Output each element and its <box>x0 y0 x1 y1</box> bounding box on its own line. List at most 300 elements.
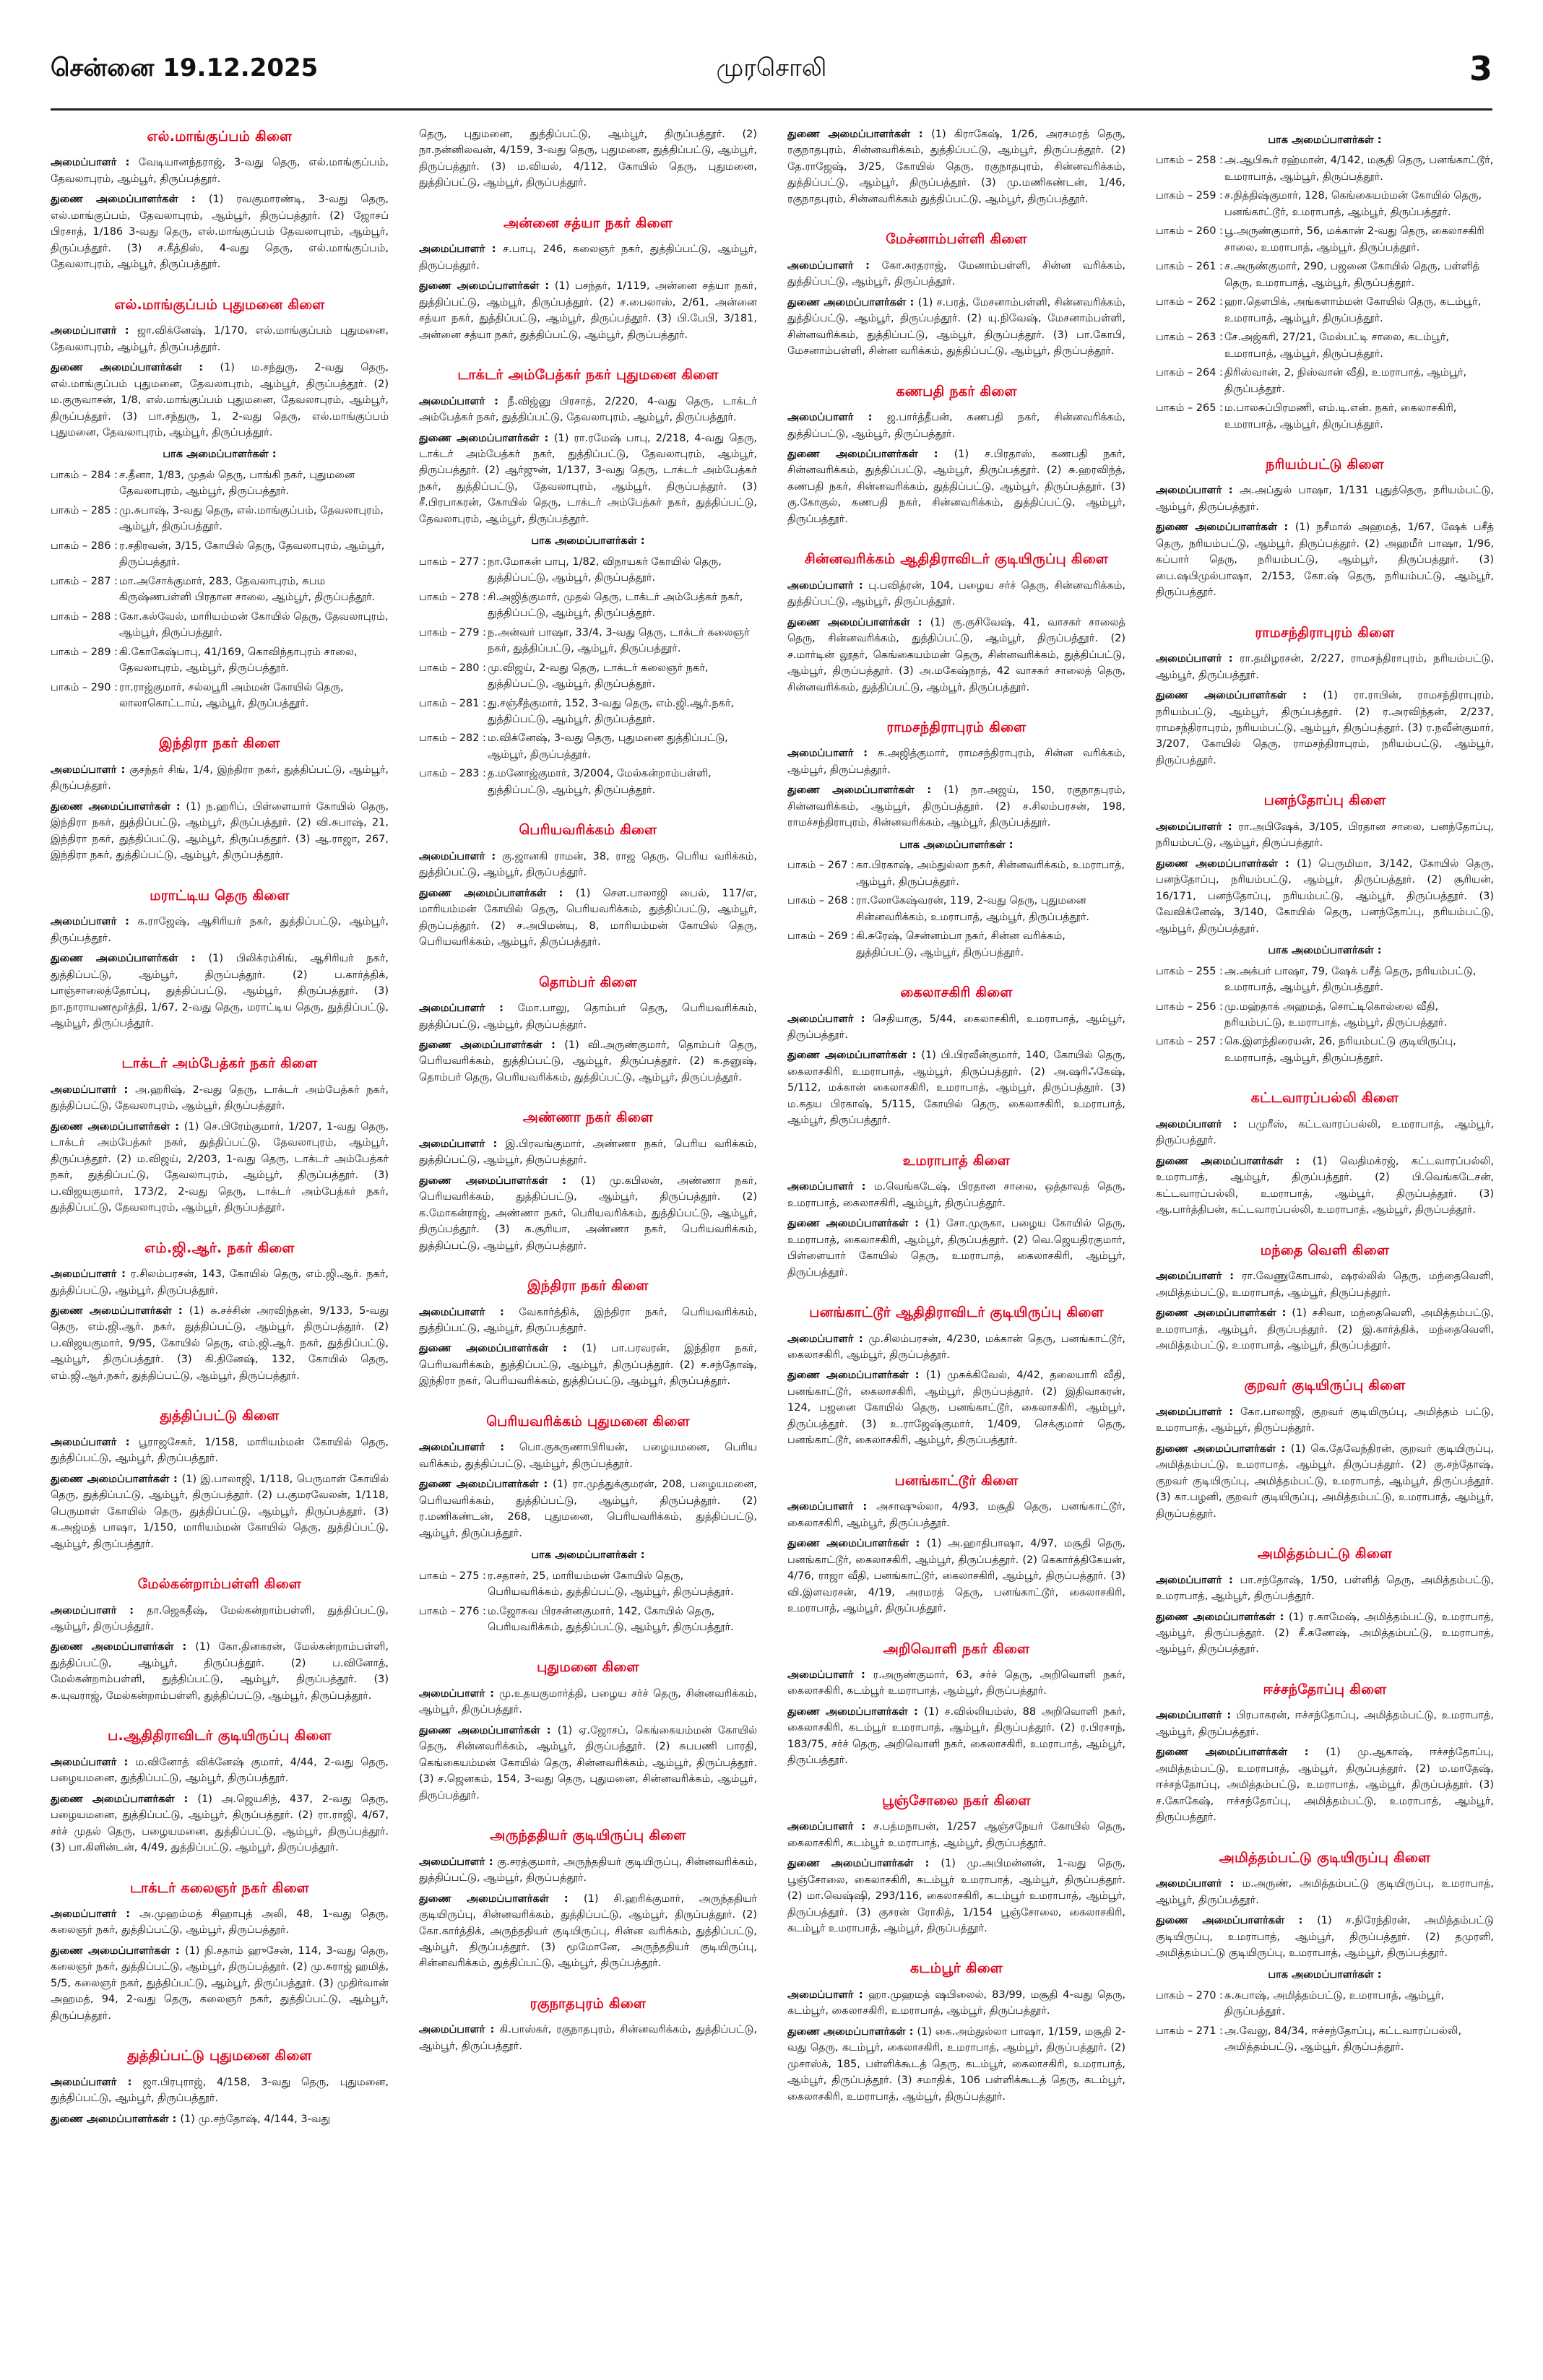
chief-label: அமைப்பாளர் : <box>787 412 887 424</box>
chief-label: அமைப்பாளர் : <box>51 1436 139 1448</box>
deputy-text: (1) சு.சச்சின் அரவிந்தன், 9/133, 5-வது தெரு, எம்.ஜி.ஆர். நகர், துத்திப்பட்டு, ஆம்பூர், திருப்பத்தூர். (2) ப.விஜயகுமார், 9/95, கோயில் தெரு, எம்.ஜி.ஆர். நகர், துத்திப்பட்டு, ஆம்பூர், திருப்பத்தூர். (3) கி.தினேஷ், 132, கோயில் தெரு, எம்.ஜி.ஆர்.நகர், துத்திப்பட்டு, ஆம்பூர், திருப்பத்தூர். <box>51 1305 389 1382</box>
deputy-organisers <box>419 1891 757 1972</box>
deputy-organisers <box>1156 856 1494 937</box>
deputy-text: (1) பெருமிமா, 3/142, கோயில் தெரு, பனந்தோப்பு, நரியம்பட்டு, ஆம்பூர், திருப்பத்தூர். (2) சூரியன், 16/171, பனந்தோப்பு, நரியம்பட்டு, ஆம்பூர், திருப்பத்தூர். (3) வேவிக்னேஷ், 3/140, கோயில் தெரு, பனந்தோப்பு, நரியம்பட்டு, ஆம்பூர், திருப்பத்தூர். <box>1156 857 1494 935</box>
branch-section <box>419 213 757 343</box>
branch-section <box>787 1958 1125 2105</box>
chief-text: மு.சிலம்பரசன், 4/230, மக்கான் தெரு, பனங்காட்டூர், கைலாசகிரி, ஆம்பூர், திருப்பத்தூர். <box>787 1333 1125 1361</box>
deputy-label: துணை அமைப்பாளர்கள் : <box>419 1039 565 1051</box>
branch-section <box>787 126 1125 207</box>
chief-organiser <box>1156 1117 1494 1149</box>
deputy-label: துணை அமைப்பாளர்கள் : <box>1156 1747 1326 1759</box>
deputy-text: (1) கெ.தேவேந்திரன், குறவர் குடியிருப்பு, அமித்தம்பட்டு, உமராபாத், ஆம்பூர், திருப்பத்தூர். (2) கு.சந்தோஷ், குறவர் குடியிருப்பு, அமித்தம்பட்டு, உமராபாத், ஆம்பூர், திருப்பத்தூர். (3) கா.பழனி, குறவர் குடியிருப்பு, அமித்தம்பட்டு, உமராபாத், ஆம்பூர், திருப்பத்தூர். <box>1156 1442 1494 1520</box>
paga-text: ர.சதாசர், 25, மாரியம்மன் கோயில் தெரு, பெரியவரிக்கம், துத்திப்பட்டு, ஆம்பூர், திருப்பத்தூர். <box>488 1570 734 1598</box>
branch-section <box>51 886 389 1032</box>
chief-organiser <box>787 1987 1125 2020</box>
paga-row <box>1156 259 1494 291</box>
deputy-label: துணை அமைப்பாளர்கள் : <box>787 1705 925 1718</box>
branch-section <box>51 1238 389 1385</box>
deputy-label: துணை அமைப்பாளர்கள் : <box>787 1369 926 1382</box>
branch-title: மராட்டிய தெரு கிளை <box>150 887 290 904</box>
deputy-label: துணை அமைப்பாளர்கள் : <box>419 887 576 899</box>
branch-title: தொம்பர் கிளை <box>539 974 637 990</box>
chief-label: அமைப்பாளர் : <box>419 2024 500 2036</box>
paga-row <box>1156 152 1494 185</box>
chief-organiser <box>787 1331 1125 1364</box>
chief-organiser <box>51 155 389 187</box>
paga-row <box>787 893 1125 925</box>
deputy-label: துணை அமைப்பாளர்கள் : <box>51 1473 182 1485</box>
branch-section <box>787 381 1125 528</box>
paga-number: பாகம் – 279 : <box>419 626 486 639</box>
paga-row <box>51 644 389 677</box>
chief-organiser <box>51 323 389 355</box>
branch-title: எல்.மாங்குப்பம் கிளை <box>147 129 293 144</box>
branch-section <box>1156 1848 1494 2056</box>
paga-row <box>787 928 1125 961</box>
paga-text: அ.ஆபிகூர் ரஹ்மான், 4/142, மசூதி தெரு, பனங்காட்டூர், உமராபாத், ஆம்பூர், திருப்பத்தூர். <box>1224 155 1494 183</box>
chief-text: பொ.குகருணாபிரியன், பழையமனை, பெரிய வரிக்கம், துத்திப்பட்டு, ஆம்பூர், திருப்பத்தூர். <box>419 1442 757 1470</box>
chief-organiser <box>51 762 389 795</box>
branch-title: இந்திரா நகர் கிளை <box>159 735 280 752</box>
chief-organiser <box>1156 1268 1494 1301</box>
paga-number: பாகம் – 270 : <box>1156 1989 1223 2002</box>
paga-text: அ.அக்பர் பாஷா, 79, ஷேக் பசீத் தெரு, நரியம்பட்டு, உமராபாத், ஆம்பூர், திருப்பத்தூர். <box>1224 965 1477 994</box>
branch-section <box>787 229 1125 359</box>
branch-section <box>787 1471 1125 1617</box>
deputy-label: துணை அமைப்பாளர்கள் : <box>1156 522 1295 534</box>
chief-text: ஜா.பிரபுராஜ், 4/158, 3-வது தெரு, புதுமனை, துத்திப்பட்டு, ஆம்பூர், திருப்பத்தூர். <box>51 2076 389 2105</box>
chief-text: நீ.விஜ்னு பிரசாத், 2/220, 4-வது தெரு, டாக்டர் அம்பேத்கர் நகர், துத்திப்பட்டு, தேவலாபுரம், ஆம்பூர், திருப்பத்தூர். <box>419 395 757 424</box>
paga-text: ந.அன்வர் பாஷா, 33/4, 3-வது தெரு, டாக்டர் கலைஞர் நகர், துத்திப்பட்டு, ஆம்பூர், திருப்பத்தூர். <box>488 626 750 655</box>
chief-label: அமைப்பாளர் : <box>787 1333 869 1345</box>
branch-section <box>419 972 757 1086</box>
chief-organiser <box>419 1136 757 1169</box>
chief-organiser <box>787 578 1125 610</box>
deputy-organisers <box>1156 519 1494 600</box>
chief-label: அமைப்பாளர் : <box>419 1856 498 1868</box>
deputy-label: துணை அமைப்பாளர்கள் : <box>419 280 555 293</box>
deputy-organisers <box>787 126 1125 207</box>
chief-text: கோ.சுரதராஜ், மேனாம்பள்ளி, சின்ன வரிக்கம், துத்திப்பட்டு, ஆம்பூர், திருப்பத்தூர். <box>787 259 1125 288</box>
chief-text: சு.அஜித்குமார், ராமசந்திராபுரம், சின்ன வரிக்கம், ஆம்பூர், திருப்பத்தூர். <box>787 748 1125 776</box>
paga-text: கா.பிரகாஷ், அம்துல்லா நகர், சின்னவரிக்கம், உமராபாத், ஆம்பூர், திருப்பத்தூர். <box>856 860 1125 888</box>
paga-number: பாகம் – 284 : <box>51 469 118 481</box>
paga-row <box>1156 400 1494 433</box>
chief-label: அமைப்பாளர் : <box>419 1442 519 1454</box>
paga-number: பாகம் – 265 : <box>1156 402 1223 415</box>
deputy-label: துணை அமைப்பாளர்கள் : <box>787 1050 922 1062</box>
deputy-organisers <box>787 1367 1125 1448</box>
chief-text: கி.பாஸ்கர், ரகுநாதபுரம், சின்னவரிக்கம், துத்திப்பட்டு, ஆம்பூர், திருப்பத்தூர். <box>419 2024 757 2052</box>
paga-text: ம.பாலசுப்பிரமணி, எம்.டி.என். நகர், கைலாசகிரி, உமராபாத், ஆம்பூர், திருப்பத்தூர். <box>1224 402 1457 430</box>
branch-title: அருந்ததியர் குடியிருப்பு கிளை <box>490 1827 686 1844</box>
chief-text: மோ.பாலு, தொம்பர் தெரு, பெரியவரிக்கம், துத்திப்பட்டு, ஆம்பூர், திருப்பத்தூர். <box>419 1003 757 1031</box>
chief-label: அமைப்பாளர் : <box>787 1821 873 1833</box>
chief-text: தா.ஜெகதீஷ், மேல்கன்றாம்பள்ளி, துத்திப்பட்டு, ஆம்பூர், திருப்பத்தூர். <box>51 1604 389 1632</box>
deputy-organisers <box>787 446 1125 527</box>
branch-section <box>51 1406 389 1552</box>
chief-label: அமைப்பாளர் : <box>419 1003 518 1015</box>
chief-organiser <box>419 1000 757 1033</box>
chief-text: இ.பிரவங்குமார், அண்ணா நகர், பெரிய வரிக்கம், துத்திப்பட்டு, ஆம்பூர், திருப்பத்தூர். <box>419 1138 757 1167</box>
branch-title: ப.ஆதிதிராவிடர் குடியிருப்பு கிளை <box>108 1728 332 1744</box>
deputy-text: (1) பசந்தர், 1/119, அன்னை சத்யா நகர், துத்திப்பட்டு, ஆம்பூர், திருப்பத்தூர். (2) ச.பைலாஸ், 2/61, அன்னை சத்யா நகர், துத்திப்பட்டு, ஆம்பூர், திருப்பத்தூர். (3) பி.பேபி, 3/181, அன்னை சத்யா நகர், துத்திப்பட்டு, ஆம்பூர், திருப்பத்தூர். <box>419 280 757 341</box>
paga-number: பாகம் – 255 : <box>1156 965 1223 977</box>
branch-title: பனங்காட்டூர் கிளை <box>894 1472 1019 1489</box>
branch-section <box>51 295 389 712</box>
chief-organiser <box>419 1854 757 1887</box>
chief-label: அமைப்பாளர் : <box>51 1604 147 1617</box>
paga-row <box>51 574 389 606</box>
paga-number: பாகம் – 259 : <box>1156 190 1223 202</box>
deputy-text: (1) கு.குசிவேஷ், 41, வாசகர் சாலைத் தெரு, சின்னவரிக்கம், துத்திப்பட்டு, ஆம்பூர், திருப்பத்தூர். (2) ச.மார்டின் லூதர், கெங்கையம்மன் தெரு, சின்னவரிக்கம், துத்திப்பட்டு, ஆம்பூர், திருப்பத்தூர். (3) அ.மகேஷ்நாத், 42 வாசகர் சாலைத் தெரு, சின்னவரிக்கம், துத்திப்பட்டு, ஆம்பூர், திருப்பத்தூர். <box>787 616 1125 693</box>
chief-text: ச.பாபு, 246, கலைஞர் நகர், துத்திப்பட்டு, ஆம்பூர், திருப்பத்தூர். <box>419 243 757 272</box>
chief-text: கு.சரத்குமார், அருந்ததியர் குடியிருப்பு, சின்னவரிக்கம், துத்திப்பட்டு, ஆம்பூர், திருப்பத்தூர். <box>419 1856 757 1884</box>
chief-label: அமைப்பாளர் : <box>419 395 508 407</box>
deputy-text: (1) ச.நிரேந்திரன், அமித்தம்பட்டு குடியிருப்பு, உமராபாத், ஆம்பூர், திருப்பத்தூர். (2) தமுரளி, அமித்தம்பட்டு குடியிருப்பு, உமராபாத், ஆம்பூர், திருப்பத்தூர். <box>1156 1915 1494 1959</box>
paga-number: பாகம் – 260 : <box>1156 225 1223 238</box>
chief-text: ரா.அபிஷேக், 3/105, பிரதான சாலை, பனந்தோப்பு, நரியம்பட்டு, ஆம்பூர், திருப்பத்தூர். <box>1156 821 1494 849</box>
deputy-label: துணை அமைப்பாளர்கள் : <box>419 1479 553 1491</box>
paga-text: த.மனோஜ்குமார், 3/2004, மேல்கன்றாம்பள்ளி, துத்திப்பட்டு, ஆம்பூர், திருப்பத்தூர். <box>488 768 712 796</box>
paga-text: ஹா.தௌபிக், அங்களாம்மன் கோயில் தெரு, கடம்பூர், உமராபாத், ஆம்பூர், திருப்பத்தூர். <box>1224 296 1482 324</box>
chief-text: ஹா.முஹமத் ஷபிலைல், 83/99, மசூதி 4-வது தெரு, கடம்பூர், கைலாசகிரி, உமராபாத், ஆம்பூர், திருப்பத்தூர். <box>787 1989 1125 2017</box>
deputy-label: துணை அமைப்பாளர்கள் : <box>51 362 220 374</box>
paga-text: ச.தீனா, 1/83, முதல் தெரு, பாங்கி நகர், புதுமனை தேவலாபுரம், ஆம்பூர், திருப்பத்தூர். <box>119 469 355 498</box>
branch-section <box>1156 1679 1494 1826</box>
paga-text: ம.ஜோசுவ பிரசன்னகுமார், 142, கோயில் தெரு, பெரியவரிக்கம், துத்திப்பட்டு, ஆம்பூர், திருப்பத்தூர். <box>488 1605 734 1633</box>
deputy-label: துணை அமைப்பாளர்கள் : <box>419 1174 581 1187</box>
branch-title: மந்தை வெளி கிளை <box>1260 1242 1390 1258</box>
chief-text: ம.அருண், அமித்தம்பட்டு குடியிருப்பு, உமராபாத், ஆம்பூர், திருப்பத்தூர். <box>1156 1878 1494 1906</box>
branch-section <box>51 126 389 273</box>
paga-row <box>1156 2023 1494 2056</box>
chief-label: அமைப்பாளர் : <box>1156 1271 1242 1283</box>
branch-title: பனந்தோப்பு கிளை <box>1263 792 1386 809</box>
branch-section <box>419 1657 757 1804</box>
paga-number: பாகம் – 281 : <box>419 697 486 709</box>
branch-title: கணபதி நகர் கிளை <box>896 383 1017 399</box>
deputy-label: துணை அமைப்பாளர்கள் : <box>419 432 554 444</box>
deputy-organisers <box>51 1791 389 1856</box>
chief-organiser <box>787 410 1125 442</box>
deputy-label: துணை அமைப்பாளர்கள் : <box>787 616 930 628</box>
deputy-organisers <box>419 1173 757 1254</box>
deputy-organisers <box>1156 1609 1494 1658</box>
deputy-label: துணை அமைப்பாளர்கள் : <box>51 1120 184 1133</box>
paga-text: மு.சுபாஷ், 3-வது தெரு, எல்.மாங்குப்பம், தேவலாபுரம், ஆம்பூர், திருப்பத்தூர். <box>119 504 384 533</box>
chief-text: ம.வினோத் விக்னேஷ் குமார், 4/44, 2-வது தெரு, பழையமனை, துத்திப்பட்டு, ஆம்பூர், திருப்பத்தூர். <box>51 1756 389 1785</box>
branch-section <box>51 1574 389 1704</box>
paga-heading: பாக அமைப்பாளர்கள் : <box>163 449 277 461</box>
paga-text: சி.அஜித்குமார், முதல் தெரு, டாக்டர் அம்பேத்கர் நகர், துத்திப்பட்டு, ஆம்பூர், திருப்பத்தூர். <box>488 591 743 620</box>
paga-row <box>787 857 1125 890</box>
paga-row <box>419 1604 757 1636</box>
deputy-organisers <box>787 615 1125 696</box>
deputy-organisers <box>419 1476 757 1541</box>
deputy-text: (1) ரா.ராபின், ராமசந்திராபுரம், நரியம்பட்டு, ஆம்பூர், திருப்பத்தூர். (2) ர.அரவிந்தன், 2/237, ராமசந்திராபுரம், நரியம்பட்டு, ஆம்பூர், திருப்பத்தூர். (3) ர.நவீன்குமார், 3/207, கோயில் தெரு, ராமசந்திராபுரம், நரியம்பட்டு, ஆம்பூர், திருப்பத்தூர். <box>1156 690 1494 766</box>
chief-label: அமைப்பாளர் : <box>51 763 130 776</box>
deputy-text: (1) சசிவா, மந்தைவெளி, அமித்தம்பட்டு, உமராபாத், ஆம்பூர், திருப்பத்தூர். (2) இ.கார்த்திக், மந்தைவெளி, அமித்தம்பட்டு, உமராபாத், ஆம்பூர், திருப்பத்தூர். <box>1156 1307 1494 1351</box>
deputy-organisers <box>51 1943 389 2024</box>
paga-row <box>1156 999 1494 1031</box>
chief-text: க.ராஜேஷ், ஆசிரியர் நகர், துத்திப்பட்டு, ஆம்பூர், திருப்பத்தூர். <box>51 916 389 944</box>
paga-text: திரிஸ்வான், 2, நிஸ்வான் வீதி, உமராபாத், ஆம்பூர், திருப்பத்தூர். <box>1224 367 1467 395</box>
chief-label: அமைப்பாளர் : <box>787 579 869 592</box>
chief-text: ர.சிலம்பரசன், 143, கோயில் தெரு, எம்.ஜி.ஆர். நகர், துத்திப்பட்டு, ஆம்பூர், திருப்பத்தூர். <box>51 1268 389 1297</box>
deputy-organisers <box>51 1303 389 1384</box>
paga-row <box>1156 1034 1494 1066</box>
branch-section <box>1156 454 1494 601</box>
deputy-organisers <box>787 1856 1125 1937</box>
branch-section <box>51 1726 389 1856</box>
paga-row <box>51 680 389 712</box>
deputy-organisers <box>51 1639 389 1704</box>
deputy-text: (1) ந.ஹரிப், பிள்ளையார் கோயில் தெரு, இந்திரா நகர், துத்திப்பட்டு, ஆம்பூர், திருப்பத்தூர். (2) வி.சுபாஷ், 21, இந்திரா நகர், துத்திப்பட்டு, ஆம்பூர், திருப்பத்தூர். (3) ஆ.ராஜா, 267, இந்திரா நகர், துத்திப்பட்டு, ஆம்பூர், திருப்பத்தூர். <box>51 800 389 862</box>
deputy-text: (1) ரா.ரமேஷ் பாபு, 2/218, 4-வது தெரு, டாக்டர் அம்பேத்கர் நகர், துத்திப்பட்டு, தேவலாபுரம், ஆம்பூர், திருப்பத்தூர். (2) ஆர்ஜுன், 1/137, 3-வது தெரு, டாக்டர் அம்பேத்கர் நகர், துத்திப்பட்டு, தேவலாபுரம், ஆம்பூர், திருப்பத்தூர். (3) சீ.பிரபாகரன், கோயில் தெரு, டாக்டர் அம்பேத்கர் நகர், துத்திப்பட்டு, தேவலாபுரம், ஆம்பூர், திருப்பத்தூர். <box>419 432 757 525</box>
deputy-label: துணை அமைப்பாளர்கள் : <box>51 800 186 813</box>
deputy-label: துணை அமைப்பாளர்கள் : <box>1156 1611 1289 1623</box>
paga-text: சே.அஜ்கரி, 27/21, மேல்பட்டி சாலை, கடம்பூர், உமராபாத், ஆம்பூர், திருப்பத்தூர். <box>1224 332 1450 360</box>
branch-title: துத்திப்பட்டு கிளை <box>160 1408 280 1424</box>
paga-text: அ.வேலு, 84/34, ஈச்சந்தோப்பு, கட்டவாரப்பல்லி, அமித்தம்பட்டு, ஆம்பூர், திருப்பத்தூர். <box>1224 2025 1462 2054</box>
deputy-text: (1) முசுக்கிவேல், 4/42, தலையாரி வீதி, பனங்காட்டூர், கைலாசகிரி, ஆம்பூர், திருப்பத்தூர். (2) இதிவாகரன், 124, பஜனை கோயில் தெரு, பனங்காட்டூர், கைலாசகிரி, ஆம்பூர், திருப்பத்தூர். (3) உ.ராஜேஷ்குமார், 1/409, செக்குமார் தெரு, பனங்காட்டூர், கைலாசகிரி, ஆம்பூர், திருப்பத்தூர். <box>787 1369 1125 1447</box>
chief-text: பு.பவித்ரன், 104, பழைய சர்ச் தெரு, சின்னவரிக்கம், துத்திப்பட்டு, ஆம்பூர், திருப்பத்தூர். <box>787 579 1125 608</box>
chief-text: பிரபாகரன், ஈச்சந்தோப்பு, அமித்தம்பட்டு, உமராபாத், ஆம்பூர், திருப்பத்தூர். <box>1156 1710 1494 1738</box>
paga-number: பாகம் – 275 : <box>419 1570 486 1582</box>
paga-text: கி.கோகேஷ்பாபு, 41/169, கொவிந்தாபுரம் சாலை, தேவலாபுரம், ஆம்பூர், திருப்பத்தூர். <box>119 646 358 675</box>
deputy-text: (1) பிலிக்ரம்சிங், ஆசிரியர் நகர், துத்திப்பட்டு, ஆம்பூர், திருப்பத்தூர். (2) ப.கார்த்திக், பாஞ்சாலைத்தோப்பு, துத்திப்பட்டு, ஆம்பூர், திருப்பத்தூர். (3) நா.நாராயணமூர்த்தி, 1/67, 2-வது தெரு, மராட்டிய தெரு, துத்திப்பட்டு, ஆம்பூர், திருப்பத்தூர். <box>51 953 389 1029</box>
chief-organiser <box>51 1435 389 1467</box>
chief-text: வேகார்த்திக், இந்திரா நகர், பெரியவரிக்கம், துத்திப்பட்டு, ஆம்பூர், திருப்பத்தூர். <box>419 1306 757 1334</box>
deputy-text: (1) மு.கபிலன், அண்ணா நகர், பெரியவரிக்கம், துத்திப்பட்டு, ஆம்பூர், திருப்பத்தூர். (2) க.மோகன்ராஜ், அண்ணா நகர், பெரியவரிக்கம், துத்திப்பட்டு, ஆம்பூர், திருப்பத்தூர். (3) க.சூரியா, அண்ணா நகர், பெரியவரிக்கம், துத்திப்பட்டு, ஆம்பூர், திருப்பத்தூர். <box>419 1174 757 1252</box>
paga-text: சு.சுபாஷ், அமித்தம்பட்டு, உமராபாத், ஆம்பூர், திருப்பத்தூர். <box>1224 1989 1445 2018</box>
deputy-organisers <box>419 278 757 343</box>
deputy-organisers <box>787 1704 1125 1769</box>
branch-section <box>51 1878 389 2025</box>
deputy-text: (1) சௌ.பாலாஜி பைல், 117/எ, மாரியம்மன் கோயில் தெரு, பெரியவரிக்கம், துத்திப்பட்டு, ஆம்பூர், திருப்பத்தூர். (2) ச.அபிமன்யு, 8, மாரியம்மன் கோயில் தெரு, பெரியவரிக்கம், ஆம்பூர், திருப்பத்தூர். <box>419 887 757 948</box>
deputy-label: துணை அமைப்பாளர்கள் : <box>787 1538 927 1550</box>
deputy-text: (1) ரா.முத்துக்குமரன், 208, பழையமனை, பெரியவரிக்கம், துத்திப்பட்டு, ஆம்பூர், திருப்பத்தூர். (2) ர.மணிகண்டன், 268, புதுமனை, பெரியவரிக்கம், துத்திப்பட்டு, ஆம்பூர், திருப்பத்தூர். <box>419 1479 757 1539</box>
chief-text: ஜ.பார்த்தீபன், கணபதி நகர், சின்னவரிக்கம், துத்திப்பட்டு, ஆம்பூர், திருப்பத்தூர். <box>787 412 1125 440</box>
branch-title: குறவர் குடியிருப்பு கிளை <box>1244 1377 1406 1394</box>
branch-title: ராமசந்திராபுரம் கிளை <box>1255 624 1395 641</box>
chief-label: அமைப்பாளர் : <box>51 157 139 169</box>
paga-number: பாகம் – 267 : <box>787 860 855 872</box>
chief-text: பா.சந்தோஷ், 1/50, பள்ளித் தெரு, அமித்தம்பட்டு, உமராபாத், ஆம்பூர், திருப்பத்தூர். <box>1156 1574 1494 1603</box>
chief-label: அமைப்பாளர் : <box>1156 1710 1237 1722</box>
branch-section <box>51 1053 389 1216</box>
chief-organiser <box>1156 651 1494 683</box>
paga-row <box>51 503 389 535</box>
paga-number: பாகம் – 283 : <box>419 768 486 780</box>
branch-section <box>787 1302 1125 1449</box>
branch-title: ஈச்சந்தோப்பு கிளை <box>1263 1681 1387 1697</box>
chief-organiser <box>419 1686 757 1718</box>
chief-organiser <box>51 1082 389 1115</box>
branch-section <box>787 982 1125 1129</box>
paga-row <box>51 538 389 571</box>
branch-title: அமித்தம்பட்டு கிளை <box>1257 1546 1393 1562</box>
column-3 <box>787 126 1125 2362</box>
branch-title: டாக்டர் அம்பேத்கர் நகர் புதுமனை கிளை <box>457 367 719 384</box>
chief-text: வேடியானந்தராஜ், 3-வது தெரு, எல்.மாங்குப்பம், தேவலாபுரம், ஆம்பூர், திருப்பத்தூர். <box>51 157 389 185</box>
deputy-organisers <box>1156 688 1494 769</box>
deputy-label: துணை அமைப்பாளர்கள் : <box>787 448 954 460</box>
deputy-text: தெரு, புதுமனை, துத்திப்பட்டு, ஆம்பூர், திருப்பத்தூர். (2) நா.நன்னிலவன், 4/159, 3-வது தெரு, புதுமனை, துத்திப்பட்டு, ஆம்பூர், திருப்பத்தூர். (3) ம.வியல், 4/112, கோயில் தெரு, புதுமனை, துத்திப்பட்டு, ஆம்பூர், திருப்பத்தூர். <box>419 129 757 189</box>
branch-section <box>1156 1375 1494 1522</box>
chief-organiser <box>1156 819 1494 852</box>
chief-label: அமைப்பாளர் : <box>51 2076 143 2088</box>
deputy-text: (1) மு.சந்தோஷ், 4/144, 3-வது <box>180 2113 331 2125</box>
newspaper-name: முரசொலி <box>716 53 827 82</box>
branch-section <box>419 1276 757 1390</box>
paga-text: ரா.லோகேஷ்வரன், 119, 2-வது தெரு, புதுமனை சின்னவரிக்கம், உமராபாத், ஆம்பூர், திருப்பத்தூர். <box>856 895 1090 923</box>
deputy-label: துணை அமைப்பாளர்கள் : <box>787 129 932 140</box>
deputy-text: (1) மு.ஆகாஷ், ஈச்சந்தோப்பு, அமித்தம்பட்டு, உமராபாத், ஆம்பூர், திருப்பத்தூர். (2) ம.மாதேஷ், ஈச்சந்தோப்பு, அமித்தம்பட்டு, உமராபாத், ஆம்பூர், திருப்பத்தூர். (3) ச.கோகேஷ், ஈச்சந்தோப்பு, அமித்தம்பட்டு, உமராபாத், ஆம்பூர், திருப்பத்தூர். <box>1156 1747 1494 1824</box>
paga-row <box>419 625 757 657</box>
branch-title: சின்னவரிக்கம் ஆதிதிராவிடர் குடியிருப்பு கிளை <box>804 551 1109 568</box>
deputy-label: துணை அமைப்பாளர்கள் : <box>1156 690 1323 702</box>
branch-title: பனங்காட்டூர் ஆதிதிராவிடர் குடியிருப்பு கிளை <box>809 1304 1104 1321</box>
branch-section <box>51 733 389 863</box>
branch-title: பூஞ்சோலை நகர் கிளை <box>882 1792 1031 1809</box>
chief-text: கு.ஜானகி ராமன், 38, ராஜ தெரு, பெரிய வரிக்கம், துத்திப்பட்டு, ஆம்பூர், திருப்பத்தூர். <box>419 850 757 879</box>
deputy-label: துணை அமைப்பாளர்கள் : <box>787 296 918 308</box>
chief-text: ஜா.விக்னேஷ், 1/170, எல்.மாங்குப்பம் புதுமனை, தேவலாபுரம், ஆம்பூர், திருப்பத்தூர். <box>51 325 389 353</box>
paga-number: பாகம் – 289 : <box>51 646 118 658</box>
paga-row <box>419 766 757 798</box>
paga-text: மா.அசோக்குமார், 283, தேவலாபுரம், சுபம கிருஷ்ணபள்ளி பிரதான சாலை, ஆம்பூர், திருப்பத்தூர். <box>119 575 376 604</box>
masthead <box>51 51 1492 94</box>
chief-label: அமைப்பாளர் : <box>787 1013 873 1025</box>
deputy-organisers <box>1156 1154 1494 1219</box>
paga-text: நா.மோகன் பாபு, 1/82, விநாயகர் கோயில் தெரு, துத்திப்பட்டு, ஆம்பூர், திருப்பத்தூர். <box>488 555 722 584</box>
column-1 <box>51 126 389 2362</box>
paga-row <box>1156 329 1494 362</box>
deputy-text: (1) ஏ.ஜோசப், கெங்கையம்மன் கோயில் தெரு, சின்னவரிக்கம், ஆம்பூர், திருப்பத்தூர். (2) சுபபணி பாரதி, கெங்கையம்மன் கோயில் தெரு, சின்னவரிக்கம், ஆம்பூர், திருப்பத்தூர். (3) ச.ஜெனகம், 154, 3-வது தெரு, புதுமனை, சின்னவரிக்கம், ஆம்பூர், திருப்பத்தூர். <box>419 1724 757 1801</box>
paga-number: பாகம் – 276 : <box>419 1605 486 1617</box>
chief-text: செதியாகு, 5/44, கைலாசகிரி, உமராபாத், ஆம்பூர், திருப்பத்தூர். <box>787 1013 1125 1041</box>
chief-label: அமைப்பாளர் : <box>1156 821 1239 833</box>
branch-title: அன்னை சத்யா நகர் கிளை <box>503 215 673 231</box>
deputy-organisers <box>51 1119 389 1216</box>
deputy-text: (1) வி.அருண்குமார், தொம்பர் தெரு, பெரியவரிக்கம், துத்திப்பட்டு, ஆம்பூர், திருப்பத்தூர். (2) க.தனுஷ், தொம்பர் தெரு, பெரியவரிக்கம், துத்திப்பட்டு, ஆம்பூர், திருப்பத்தூர். <box>419 1039 757 1083</box>
deputy-organisers <box>787 1216 1125 1281</box>
chief-organiser <box>51 914 389 946</box>
paga-row <box>1156 365 1494 397</box>
paga-row <box>419 696 757 728</box>
chief-label: அமைப்பாளர் : <box>51 1908 139 1920</box>
branch-section <box>1156 790 1494 1066</box>
deputy-label: துணை அமைப்பாளர்கள் : <box>1156 1307 1292 1320</box>
branch-title: ரகுநாதபுரம் கிளை <box>530 1995 647 2012</box>
paga-heading: பாக அமைப்பாளர்கள் : <box>1268 945 1382 957</box>
deputy-label: துணை அமைப்பாளர்கள் : <box>419 1892 584 1905</box>
deputy-label: துணை அமைப்பாளர்கள் : <box>787 1858 941 1870</box>
deputy-label: துணை அமைப்பாளர்கள் : <box>51 1944 185 1957</box>
paga-row <box>1156 294 1494 326</box>
paga-text: பூ.அருண்குமார், 56, மக்கான் 2-வது தெரு, கைலாசகிரி சாலை, உமராபாத், ஆம்பூர், திருப்பத்தூர். <box>1224 225 1484 254</box>
branch-section <box>419 1411 757 1636</box>
paga-heading: பாக அமைப்பாளர்கள் : <box>531 535 645 548</box>
deputy-label: துணை அமைப்பாளர்கள் : <box>1156 1442 1291 1455</box>
chief-text: அ.ஹரிஷ், 2-வது தெரு, டாக்டர் அம்பேத்கர் நகர், துத்திப்பட்டு, தேவலாபுரம், ஆம்பூர், திருப்பத்தூர். <box>51 1083 389 1112</box>
branch-title: கைலாசகிரி கிளை <box>900 985 1013 1001</box>
deputy-label: துணை அமைப்பாளர்கள் : <box>419 1343 582 1355</box>
paga-row <box>51 467 389 500</box>
deputy-label: துணை அமைப்பாளர்கள் : <box>1156 1915 1318 1927</box>
deputy-text: (1) ம.சந்துரு, 2-வது தெரு, எல்.மாங்குப்பம் புதுமனை, தேவலாபுரம், ஆம்பூர், திருப்பத்தூர். (2) ம.குருவாசன், 1/8, எல்.மாங்குப்பம் புதுமனை, தேவலாபுரம், ஆம்பூர், திருப்பத்தூர். (3) பா.சந்துரு, 1, 2-வது தெரு, எல்.மாங்குப்பம் புதுமனை, தேவலாபுரம், ஆம்பூர், திருப்பத்தூர். <box>51 362 389 438</box>
paga-row <box>419 730 757 763</box>
chief-text: அ.அப்துல் பாஷா, 1/131 புதுத்தெரு, நரியம்பட்டு, ஆம்பூர், திருப்பத்தூர். <box>1156 485 1494 513</box>
chief-text: மு.உதயகுமார்த்தி, பழைய சர்ச் தெரு, சின்னவரிக்கம், ஆம்பூர், திருப்பத்தூர். <box>419 1687 757 1716</box>
paga-number: பாகம் – 269 : <box>787 930 855 943</box>
paga-number: பாகம் – 263 : <box>1156 332 1223 344</box>
branch-title: பெரியவரிக்கம் கிளை <box>519 822 657 839</box>
branch-title: கடம்பூர் கிளை <box>909 1960 1003 1977</box>
chief-organiser <box>787 1667 1125 1700</box>
deputy-text: (1) செ.பிரேம்குமார், 1/207, 1-வது தெரு, டாக்டர் அம்பேத்கர் நகர், துத்திப்பட்டு, தேவலாபுரம், ஆம்பூர், திருப்பத்தூர். (2) ம.விஜய், 2/203, 1-வது தெரு, டாக்டர் அம்பேத்கர் நகர், துத்திப்பட்டு, தேவலாபுரம், ஆம்பூர், திருப்பத்தூர். (3) ப.விஜயகுமார், 173/2, 2-வது தெரு, டாக்டர் அம்பேத்கர் நகர், துத்திப்பட்டு, தேவலாபுரம், ஆம்பூர், திருப்பத்தூர். <box>51 1120 389 1214</box>
branch-section <box>1156 623 1494 769</box>
paga-text: கோ.கல்வேல், மாரியம்மன் கோயில் தெரு, தேவலாபுரம், ஆம்பூர், திருப்பத்தூர். <box>119 610 389 639</box>
chief-organiser <box>1156 1708 1494 1740</box>
paga-heading: பாக அமைப்பாளர்கள் : <box>1268 1969 1382 1981</box>
deputy-label: துணை அமைப்பாளர்கள் : <box>51 194 209 206</box>
deputy-organisers <box>419 1341 757 1389</box>
paga-row <box>419 589 757 622</box>
chief-label: அமைப்பாளர் : <box>1156 1118 1248 1130</box>
deputy-organisers <box>419 1723 757 1804</box>
deputy-organisers <box>51 1471 389 1552</box>
chief-label: அமைப்பாளர் : <box>787 1989 869 2001</box>
chief-organiser <box>51 2074 389 2107</box>
chief-text: ரா.வேணுகோபால், ஷரல்லில் தெரு, மந்தைவெளி, அமித்தம்பட்டு, உமராபாத், ஆம்பூர், திருப்பத்தூர். <box>1156 1271 1494 1299</box>
chief-text: குசந்தர் சிங், 1/4, இந்திரா நகர், துத்திப்பட்டு, ஆம்பூர், திருப்பத்தூர். <box>51 763 389 792</box>
deputy-organisers <box>1156 1441 1494 1522</box>
deputy-organisers <box>51 360 389 441</box>
paga-row <box>1156 188 1494 220</box>
branch-title: எம்.ஜி.ஆர். நகர் கிளை <box>144 1239 295 1256</box>
paga-number: பாகம் – 280 : <box>419 662 486 674</box>
paga-row <box>1156 223 1494 256</box>
chief-organiser <box>787 1179 1125 1211</box>
deputy-organisers <box>51 2111 389 2127</box>
chief-text: அ.முஹம்மத் சிஹாபுத் அலி, 48, 1-வது தெரு, கலைஞர் நகர், துத்திப்பட்டு, ஆம்பூர், திருப்பத்தூர். <box>51 1908 389 1937</box>
branch-title: கட்டவாரப்பல்லி கிளை <box>1250 1090 1399 1107</box>
paga-number: பாகம் – 258 : <box>1156 155 1223 167</box>
deputy-text: (1) கிராகேஷ், 1/26, அரசமரத் தெரு, ரகுநாதபுரம், சின்னவரிக்கம், துத்திப்பட்டு, ஆம்பூர், திருப்பத்தூர். (2) தே.ராஜேஷ், 3/25, கோயில் தெரு, ரகுநாதபுரம், சின்னவரிக்கம், துத்திப்பட்டு, ஆம்பூர், திருப்பத்தூர். (3) மு.மணிகண்டன், 1/46, ரகுநாதபுரம், சின்னவரிக்கம் துத்திப்பட்டு, ஆம்பூர், திருப்பத்தூர். <box>787 129 1125 205</box>
branch-title: நரியம்பட்டு கிளை <box>1266 456 1384 472</box>
branch-title: இந்திரா நகர் கிளை <box>527 1278 649 1294</box>
deputy-text: (1) ச.பிரதாஸ், கணபதி நகர், சின்னவரிக்கம், துத்திப்பட்டு, ஆம்பூர், திருப்பத்தூர். (2) சு.ஹரவிந்த், கணபதி நகர், சின்னவரிக்கம், துத்திப்பட்டு, ஆம்பூர், திருப்பத்தூர். (3) கு.கோகுல், கணபதி நகர், சின்னவரிக்கம், துத்திப்பட்டு, ஆம்பூர், திருப்பத்தூர். <box>787 448 1125 525</box>
paga-number: பாகம் – 271 : <box>1156 2025 1223 2037</box>
deputy-text: (1) வெதிமக்ரஜ், கட்டவாரப்பல்லி, உமராபாத், ஆம்பூர், திருப்பத்தூர். (2) பி.வெங்கடேசன், கட்டவாரப்பல்லி, உமராபாத், ஆம்பூர், திருப்பத்தூர். (3) ஆ.பார்த்திபன், கட்டவாரப்பல்லி, உமராபாத், ஆம்பூர், திருப்பத்தூர். <box>1156 1155 1494 1216</box>
chief-organiser <box>51 1266 389 1299</box>
chief-organiser <box>1156 1876 1494 1908</box>
deputy-label: துணை அமைப்பாளர்கள் : <box>51 1793 198 1805</box>
deputy-text: (1) ர.காமேஷ், அமித்தம்பட்டு, உமராபாத், ஆம்பூர், திருப்பத்தூர். (2) சீ.கணேஷ், அமித்தம்பட்டு, உமராபாத், ஆம்பூர், திருப்பத்தூர். <box>1156 1611 1494 1656</box>
chief-label: அமைப்பாளர் : <box>1156 1574 1240 1586</box>
deputy-organisers <box>51 799 389 864</box>
paga-text: கெ.இளந்திரையன், 26, நரியம்பட்டு குடியிருப்பு, உமராபாத், ஆம்பூர், திருப்பத்தூர். <box>1224 1036 1456 1064</box>
deputy-text: (1) பி.பிரவீன்குமார், 140, கோயில் தெரு, கைலாசகிரி, உமராபாத், ஆம்பூர், திருப்பத்தூர். (2) அ.ஷரிஃகேஷ், 5/112, மக்கான் கைலாசகிரி, உமராபாத், ஆம்பூர், திருப்பத்தூர். (3) ம.சுதய பிரகாஷ், 5/115, கோயில் தெரு, கைலாசகிரி, உமராபாத், ஆம்பூர், திருப்பத்தூர். <box>787 1050 1125 1127</box>
chief-organiser <box>1156 483 1494 515</box>
chief-label: அமைப்பாளர் : <box>419 1687 500 1700</box>
chief-label: அமைப்பாளர் : <box>419 1138 506 1150</box>
column-2 <box>419 126 757 2362</box>
